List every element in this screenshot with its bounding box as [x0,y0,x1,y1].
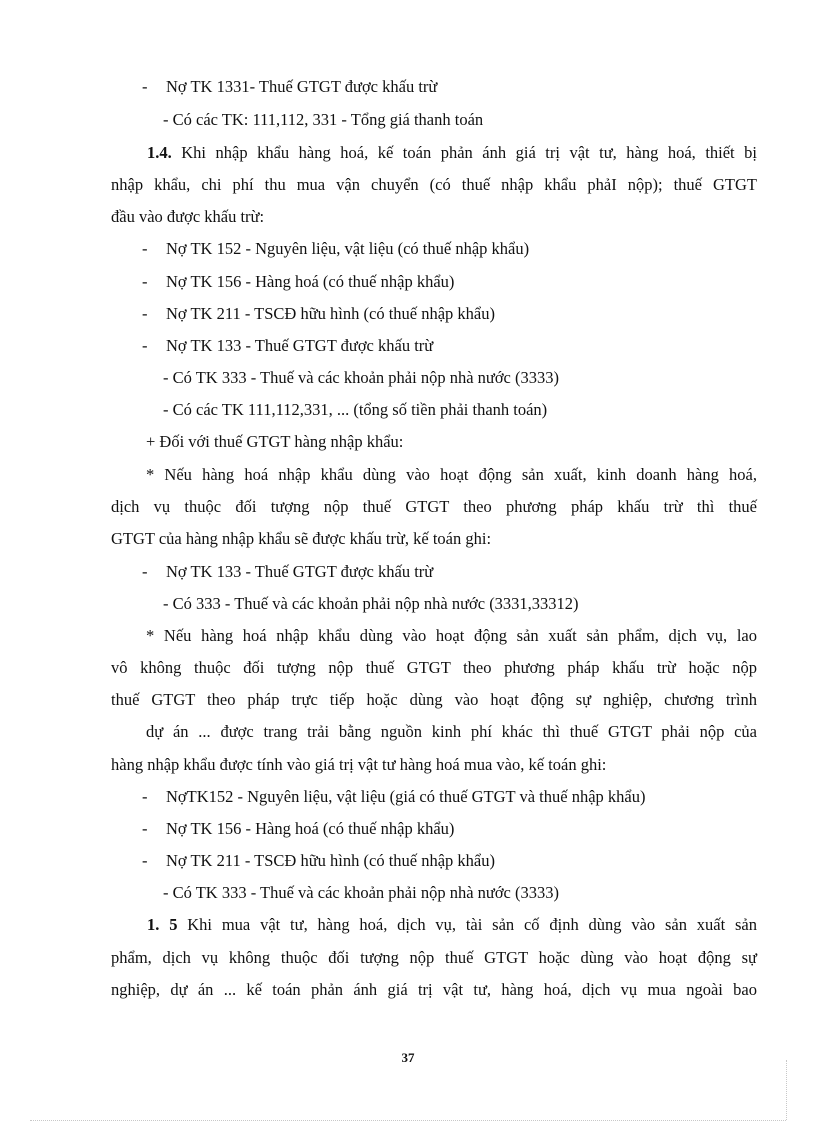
bullet-dash: - [142,562,148,581]
bullet-dash: - [142,77,148,96]
text-line: dịch vụ thuộc đối tượng nộp thuế GTGT theo phương pháp khấu trừ thì thuế [111,497,757,516]
text-line: nghiệp, dự án ... kế toán phản ánh giá trị vật tư, hàng hoá, dịch vụ mua ngoài bao [111,980,757,999]
text-line: phẩm, dịch vụ không thuộc đối tượng nộp thuế GTGT hoặc dùng vào hoạt động sự [111,948,757,967]
text-line: Nợ TK 152 - Nguyên liệu, vật liệu (có thuế nhập khẩu) [166,239,530,258]
section-1-4-heading-line [147,142,757,164]
page-border-right [786,1060,787,1120]
bullet-dash: - [142,239,148,258]
text-line: nhập khẩu, chi phí thu mua vận chuyển (có thuế nhập khẩu phảI nộp); thuế GTGT [111,175,757,194]
text-line: * Nếu hàng hoá nhập khẩu dùng vào hoạt động sản xuất, kinh doanh hàng hoá, [146,465,757,484]
text-line: - Có các TK 111,112,331, ... (tổng số tiền phải thanh toán) [163,400,548,419]
text-line: đầu vào được khấu trừ: [111,207,265,226]
bullet-dash: - [142,336,148,355]
text-line: + Đối với thuế GTGT hàng nhập khẩu: [146,432,404,451]
page-border-bottom [30,1120,786,1121]
text-line: thuế GTGT theo pháp trực tiếp hoặc dùng vào hoạt động sự nghiệp, chương trình [111,690,757,709]
text-line: Nợ TK 156 - Hàng hoá (có thuế nhập khẩu) [166,819,455,838]
text-line: Nợ TK 156 - Hàng hoá (có thuế nhập khẩu) [166,272,455,291]
text-line: Nợ TK 133 - Thuế GTGT được khấu trừ [166,336,434,355]
text-segment: Khi nhập khẩu hàng hoá, kế toán phản ánh giá trị vật tư, hàng hoá, thiết bị [171,143,757,162]
text-line: Nợ TK 1331- Thuế GTGT được khấu trừ [166,77,438,96]
section-number: 1.4. [147,143,172,162]
text-line: GTGT của hàng nhập khẩu sẽ được khấu trừ, kế toán ghi: [111,529,492,548]
section-number: 1. 5 [147,915,178,934]
bullet-dash: - [142,304,148,323]
section-1-5-heading-line [147,914,757,936]
page-number: 37 [401,1050,415,1065]
text-line: - Có TK 333 - Thuế và các khoản phải nộp nhà nước (3333) [163,883,559,902]
text-line: Nợ TK 133 - Thuế GTGT được khấu trừ [166,562,434,581]
bullet-dash: - [142,272,148,291]
text-line: Nợ TK 211 - TSCĐ hữu hình (có thuế nhập khẩu) [166,851,495,870]
text-line: vô không thuộc đối tượng nộp thuế GTGT theo phương pháp khấu trừ hoặc nộp [111,658,757,677]
text-line: NợTK152 - Nguyên liệu, vật liệu (giá có thuế GTGT và thuế nhập khẩu) [166,787,646,806]
bullet-dash: - [142,819,148,838]
text-line: - Có 333 - Thuế và các khoản phải nộp nhà nước (3331,33312) [163,594,579,613]
text-line: hàng nhập khẩu được tính vào giá trị vật tư hàng hoá mua vào, kế toán ghi: [111,755,607,774]
text-segment: Khi mua vật tư, hàng hoá, dịch vụ, tài sản cố định dùng vào sản xuất sản [177,915,758,934]
text-line: - Có TK 333 - Thuế và các khoản phải nộp nhà nước (3333) [163,368,559,387]
text-line: dự án ... được trang trải bằng nguồn kinh phí khác thì thuế GTGT phải nộp của [146,722,757,741]
text-line: Nợ TK 211 - TSCĐ hữu hình (có thuế nhập khẩu) [166,304,495,323]
bullet-dash: - [142,851,148,870]
bullet-dash: - [142,787,148,806]
text-line: * Nếu hàng hoá nhập khẩu dùng vào hoạt động sản xuất sản phẩm, dịch vụ, lao [146,626,757,645]
text-line: - Có các TK: 111,112, 331 - Tổng giá thanh toán [163,110,484,129]
